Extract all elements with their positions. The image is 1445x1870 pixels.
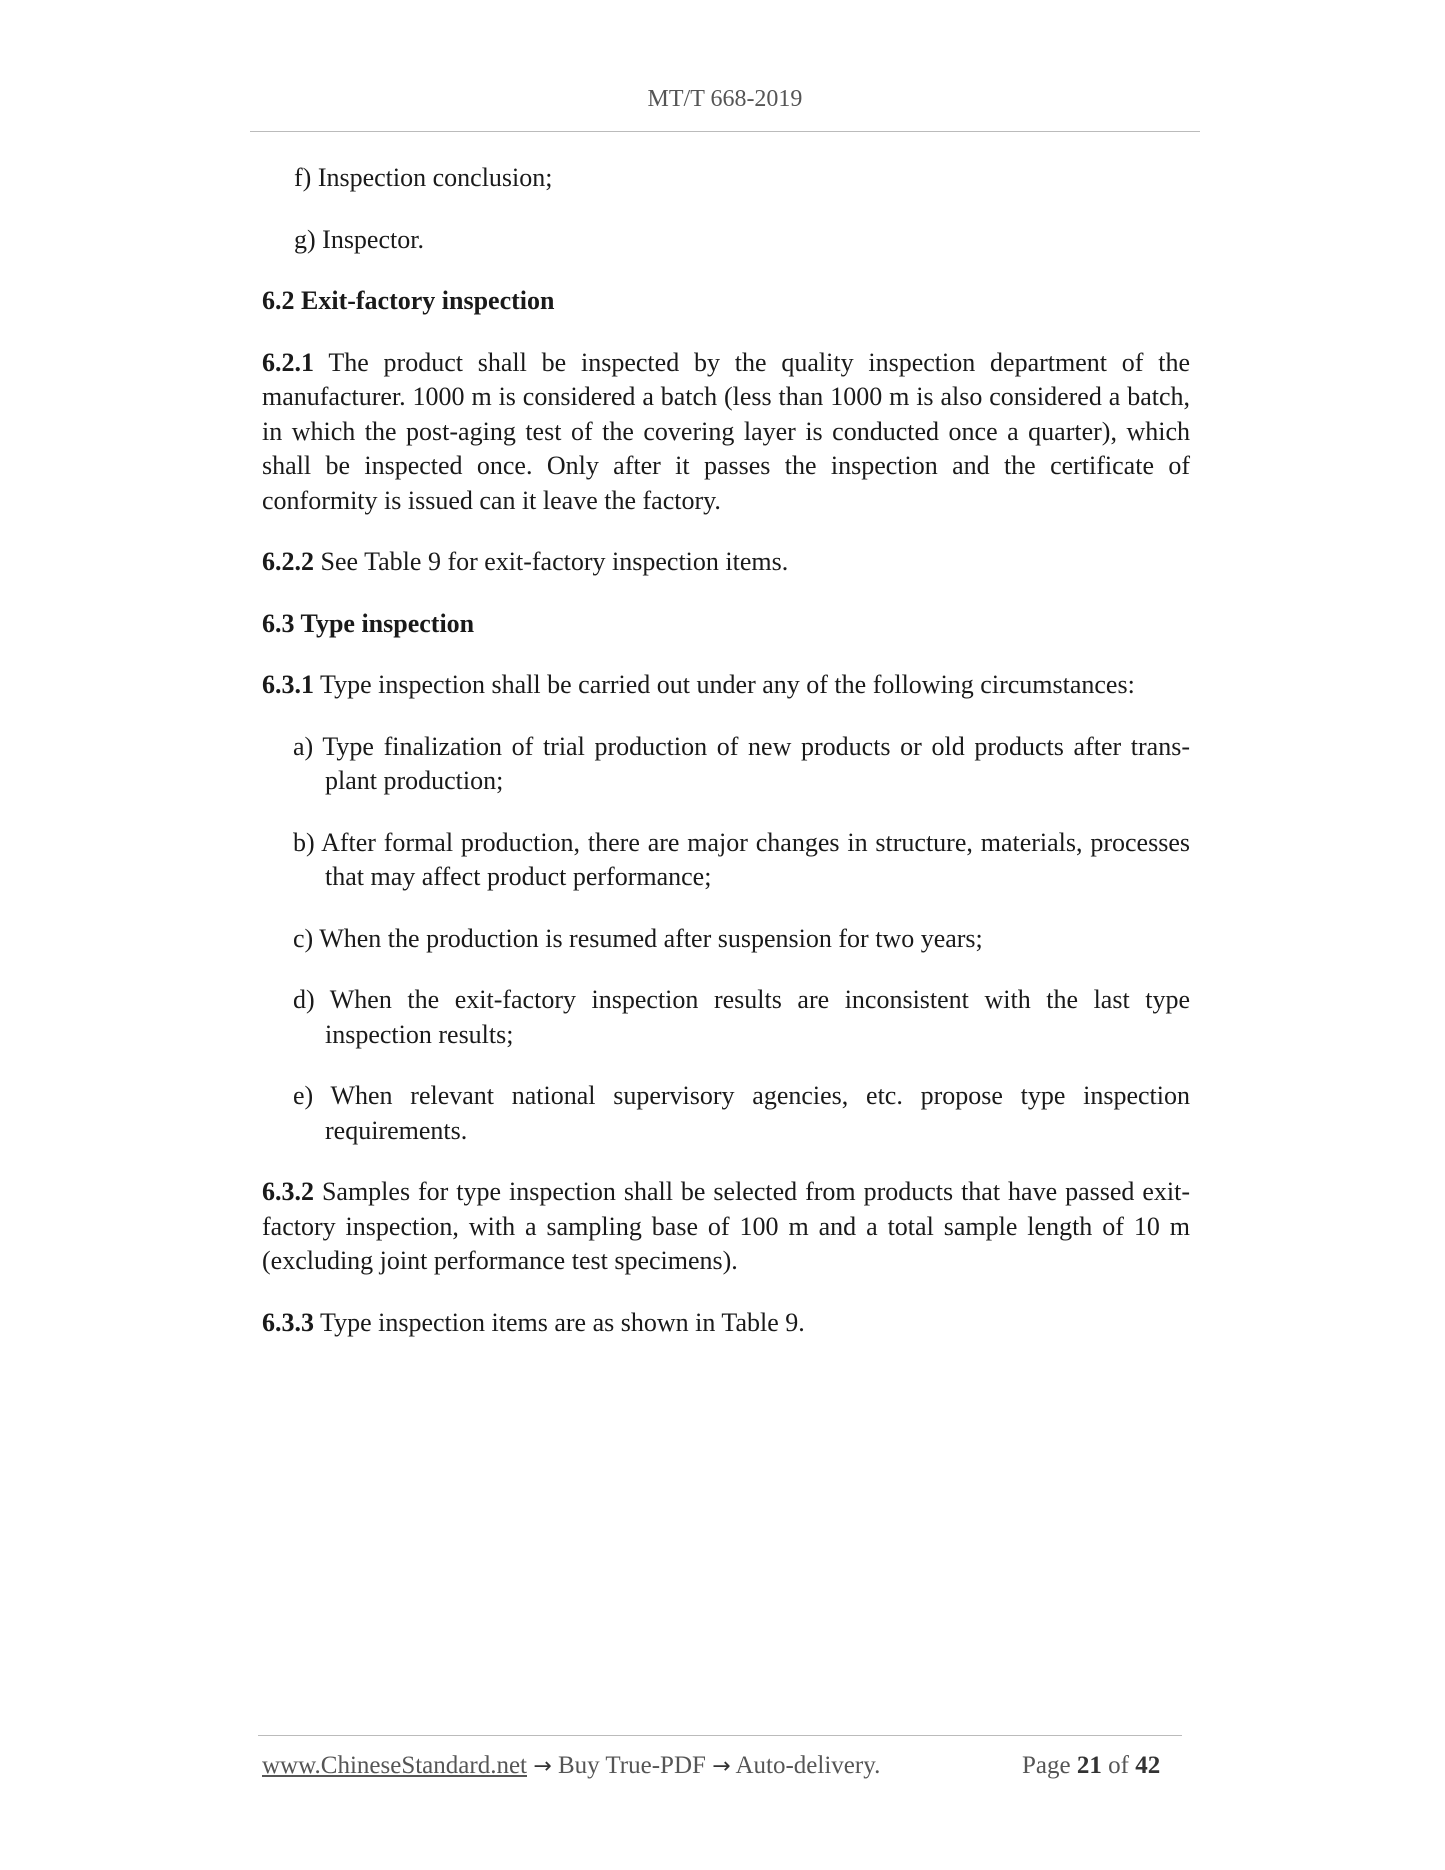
header-divider <box>250 131 1200 132</box>
page-content <box>262 161 1190 1367</box>
of-label: of <box>1108 1752 1129 1779</box>
section-heading-6-2: 6.2 Exit-factory inspection <box>262 286 555 315</box>
clause-number: 6.3.2 <box>262 1177 314 1206</box>
website-link[interactable]: www.ChineseStandard.net <box>262 1752 527 1779</box>
list-item-a: a) Type finalization of trial production of new products or old products after trans-plant production; <box>293 731 1190 795</box>
page-number <box>1022 1752 1160 1780</box>
page-label: Page <box>1022 1752 1071 1779</box>
clause-text: The product shall be inspected by the quality inspection department of the manufacturer. 1000 m is considered a batch (less than 1000 m is also considered a batch, in which the post-aging test of the covering layer is conducted once a quarter), which shall be inspected once. Only after it passes the inspection and the certificate of conformity is issued can it leave the factory. <box>262 347 1190 515</box>
list-item-b: b) After formal production, there are major changes in structure, materials, processes that may affect product performance; <box>293 827 1190 891</box>
total-pages: 42 <box>1135 1752 1161 1779</box>
footer-divider <box>258 1735 1182 1736</box>
clause-6-2-2 <box>262 545 1190 580</box>
list-item-f: f) Inspection conclusion; <box>294 163 553 192</box>
list-item-e: e) When relevant national supervisory agencies, etc. propose type inspection requirements. <box>293 1081 1190 1145</box>
list-item-g: g) Inspector. <box>294 224 424 254</box>
document-code-header: MT/T 668-2019 <box>647 86 803 112</box>
clause-6-3-3 <box>262 1306 1190 1341</box>
clause-6-3-1 <box>262 668 1190 703</box>
list-item-d: d) When the exit-factory inspection results are inconsistent with the last type inspection results; <box>293 985 1190 1049</box>
clause-6-3-2 <box>262 1175 1190 1279</box>
clause-text: Type inspection shall be carried out under any of the following circumstances: <box>314 670 1135 699</box>
clause-6-2-1 <box>262 346 1190 519</box>
clause-text: Type inspection items are as shown in Table 9. <box>314 1307 805 1337</box>
footer-links <box>262 1752 880 1780</box>
list-item-c: c) When the production is resumed after suspension for two years; <box>293 923 983 953</box>
clause-number: 6.2.1 <box>262 347 314 377</box>
section-heading-6-3: 6.3 Type inspection <box>262 608 475 638</box>
current-page: 21 <box>1076 1752 1102 1779</box>
arrow-right-icon: → <box>533 1754 552 1779</box>
clause-text: See Table 9 for exit-factory inspection items. <box>314 547 789 576</box>
clause-number: 6.3.1 <box>262 670 314 699</box>
arrow-right-icon: → <box>712 1754 731 1779</box>
clause-number: 6.3.3 <box>262 1307 314 1337</box>
clause-text: Samples for type inspection shall be selected from products that have passed exit-factory inspection, with a sampling base of 100 m and a total sample length of 10 m (excluding joint performance test specimens). <box>262 1177 1190 1275</box>
delivery-text: Auto-delivery. <box>730 1752 881 1779</box>
clause-number: 6.2.2 <box>262 547 314 576</box>
buy-text: Buy True-PDF <box>551 1752 713 1779</box>
